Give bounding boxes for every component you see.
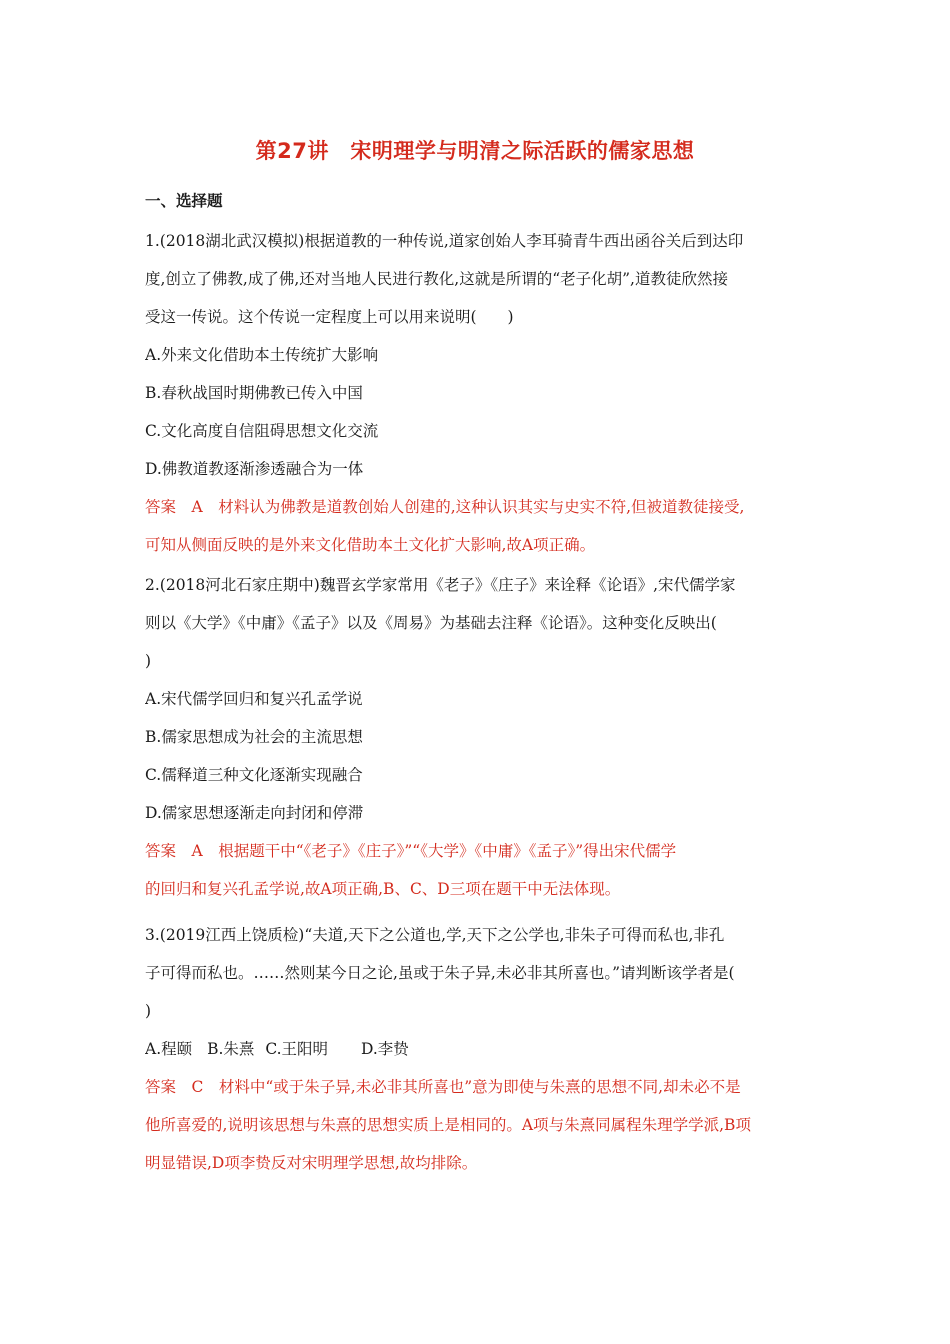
answer-line: 他所喜爱的,说明该思想与朱熹的思想实质上是相同的。A项与朱熹同属程朱理学学派,B项	[145, 1116, 751, 1134]
answer-line: 答案 C 材料中“或于朱子异,未必非其所喜也”意为即使与朱熹的思想不同,却未必不是	[145, 1078, 741, 1096]
option-d: D.佛教道教逐渐渗透融合为一体	[145, 460, 364, 478]
option-a: A.宋代儒学回归和复兴孔孟学说	[145, 690, 363, 708]
option-a: A.外来文化借助本土传统扩大影响	[145, 346, 379, 364]
option-d: D.李贽	[361, 1040, 409, 1058]
options-row	[145, 1030, 807, 1068]
question-text-line: 子可得而私也。……然则某今日之论,虽或于朱子异,未必非其所喜也。”请判断该学者是(	[145, 964, 735, 982]
question-text-line: 3.(2019江西上饶质检)“夫道,天下之公道也,学,天下之公学也,非朱子可得而私也,非孔	[145, 926, 725, 944]
page-title: 第27讲 宋明理学与明清之际活跃的儒家思想	[255, 139, 695, 163]
option-c: C.文化高度自信阻碍思想文化交流	[145, 422, 379, 440]
option-a: A.程颐	[145, 1040, 193, 1058]
option-b: B.春秋战国时期佛教已传入中国	[145, 384, 363, 402]
question-text-line: 度,创立了佛教,成了佛,还对当地人民进行教化,这就是所谓的“老子化胡”,道教徒欣然接	[145, 270, 728, 288]
option-b: B.朱熹	[207, 1040, 255, 1058]
answer-line: 答案 A 根据题干中“《老子》《庄子》”“《大学》《中庸》《孟子》”得出宋代儒学	[145, 842, 677, 860]
question-text-line: 受这一传说。这个传说一定程度上可以用来说明( )	[145, 308, 514, 326]
option-b: B.儒家思想成为社会的主流思想	[145, 728, 363, 746]
question-1	[145, 222, 807, 564]
question-text-line: )	[145, 1002, 152, 1020]
option-d: D.儒家思想逐渐走向封闭和停滞	[145, 804, 364, 822]
answer-line: 的回归和复兴孔孟学说,故A项正确,B、C、D三项在题干中无法体现。	[145, 880, 621, 898]
question-text-line: )	[145, 652, 152, 670]
answer-line: 明显错误,D项李贽反对宋明理学思想,故均排除。	[145, 1154, 478, 1172]
question-3	[145, 916, 807, 1182]
section-heading: 一、选择题	[145, 192, 223, 210]
question-text-line: 1.(2018湖北武汉模拟)根据道教的一种传说,道家创始人李耳骑青牛西出函谷关后到达印	[145, 232, 744, 250]
option-c: C.儒释道三种文化逐渐实现融合	[145, 766, 363, 784]
answer-line: 可知从侧面反映的是外来文化借助本土文化扩大影响,故A项正确。	[145, 536, 596, 554]
option-c: C.王阳明	[265, 1040, 329, 1058]
answer-line: 答案 A 材料认为佛教是道教创始人创建的,这种认识其实与史实不符,但被道教徒接受,	[145, 498, 745, 516]
question-2	[145, 566, 807, 908]
question-text-line: 2.(2018河北石家庄期中)魏晋玄学家常用《老子》《庄子》来诠释《论语》,宋代儒学家	[145, 576, 736, 594]
question-text-line: 则以《大学》《中庸》《孟子》以及《周易》为基础去注释《论语》。这种变化反映出(	[145, 614, 717, 632]
